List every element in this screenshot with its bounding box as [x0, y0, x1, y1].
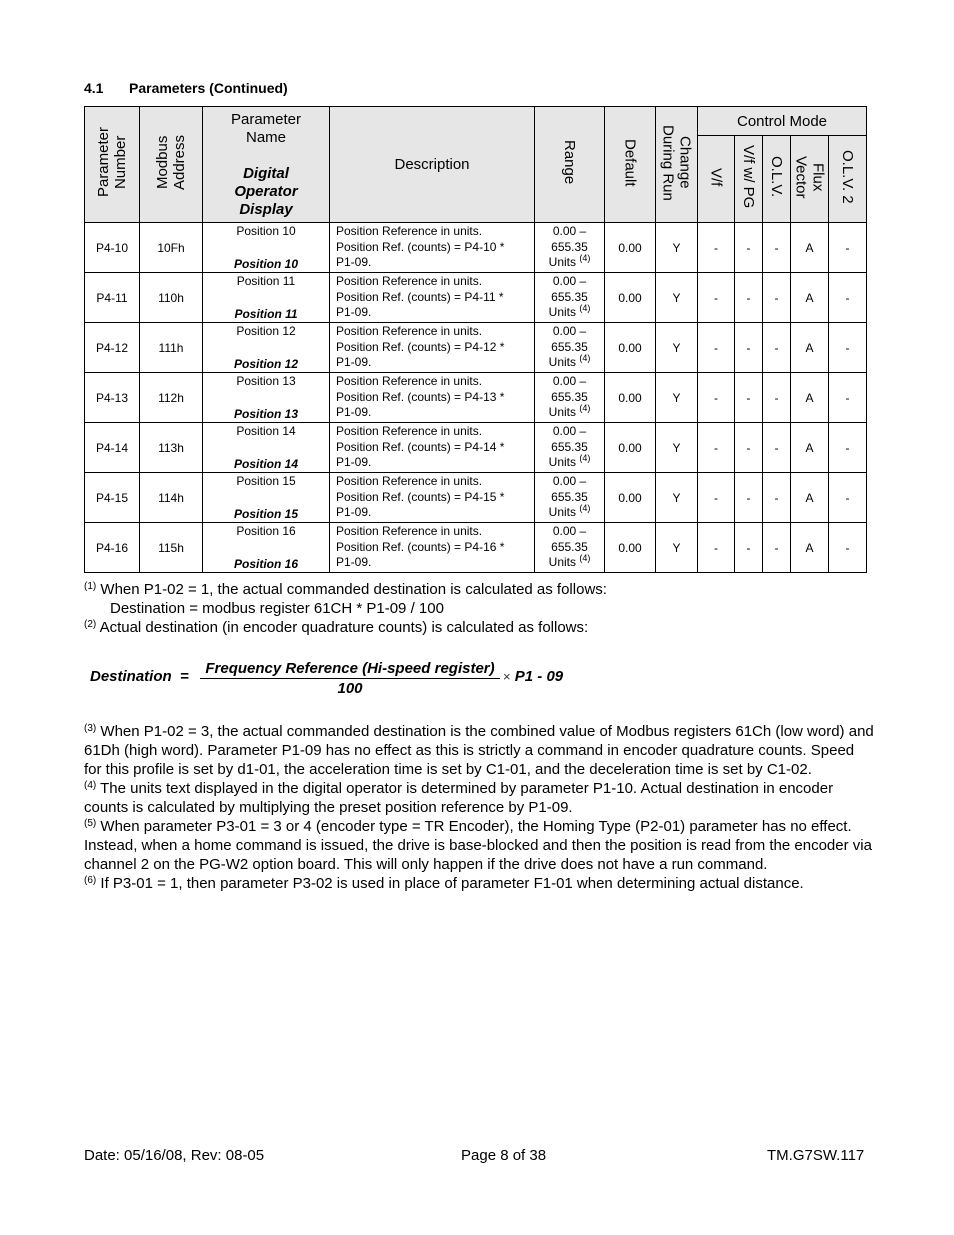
modbus-address: 113h: [140, 423, 203, 473]
description: Position Reference in units. Position Ref. (counts) = P4-16 * P1-09.: [330, 523, 535, 573]
param-number: P4-11: [85, 273, 140, 323]
formula-fraction: [200, 660, 500, 697]
table-row: [85, 273, 867, 323]
default-value: 0.00: [605, 223, 656, 273]
header-modbus-address: Modbus Address: [140, 107, 203, 223]
default-value: 0.00: [605, 423, 656, 473]
range-footnote-ref: (4): [579, 503, 591, 514]
parameter-name-cell: [203, 373, 330, 423]
header-control-mode: Control Mode: [698, 107, 867, 136]
mode-olv: -: [763, 423, 791, 473]
change-during-run: Y: [656, 423, 698, 473]
mode-flux-vector: A: [791, 223, 829, 273]
description: Position Reference in units. Position Ref. (counts) = P4-10 * P1-09.: [330, 223, 535, 273]
table-row: [85, 523, 867, 573]
modbus-address: 114h: [140, 473, 203, 523]
default-value: 0.00: [605, 373, 656, 423]
mode-flux-vector: A: [791, 523, 829, 573]
range: 0.00 – 655.35 Units $^{(4)}$: [535, 523, 605, 573]
param-number: P4-10: [85, 223, 140, 273]
modbus-address: 111h: [140, 323, 203, 373]
parameters-table: [84, 106, 867, 573]
digital-operator-display: Position 12: [233, 357, 298, 371]
mode-vf: -: [698, 323, 735, 373]
range: 0.00 – 655.35 Units $^{(4)}$: [535, 373, 605, 423]
parameter-name-cell: [203, 273, 330, 323]
mode-olv: -: [763, 223, 791, 273]
change-during-run: Y: [656, 273, 698, 323]
table-row: [85, 223, 867, 273]
range-footnote-ref: (4): [579, 253, 591, 264]
digital-operator-display: Position 13: [233, 407, 298, 421]
param-number: P4-13: [85, 373, 140, 423]
modbus-address: 112h: [140, 373, 203, 423]
param-number: P4-16: [85, 523, 140, 573]
range: 0.00 – 655.35 Units $^{(4)}$: [535, 223, 605, 273]
parameter-name: Position 14: [236, 424, 296, 438]
default-value: 0.00: [605, 523, 656, 573]
footnotes-block-2: [84, 722, 874, 893]
mode-vf-pg: -: [735, 323, 763, 373]
table-row: [85, 373, 867, 423]
range-footnote-ref: (4): [579, 553, 591, 564]
parameter-name-cell: [203, 473, 330, 523]
mode-vf: -: [698, 423, 735, 473]
modbus-address: 110h: [140, 273, 203, 323]
description: Position Reference in units. Position Ref. (counts) = P4-15 * P1-09.: [330, 473, 535, 523]
parameter-name-cell: [203, 223, 330, 273]
header-parameter-number: Parameter Number: [85, 107, 140, 223]
footnote-6: $^{(6)}$ If P3-01 = 1, then parameter P3-02 is used in place of parameter F1-01 when determining actual distance.: [84, 875, 804, 892]
header-change-during-run: Change During Run: [656, 107, 698, 223]
header-mode-olv2: O.L.V. 2: [829, 136, 867, 223]
change-during-run: Y: [656, 523, 698, 573]
mode-olv: -: [763, 373, 791, 423]
parameter-name-cell: [203, 523, 330, 573]
footnote-1: $^{(1)}$ When P1-02 = 1, the actual commanded destination is calculated as follows:: [84, 581, 607, 598]
change-during-run: Y: [656, 473, 698, 523]
mode-olv: -: [763, 473, 791, 523]
range-footnote-ref: (4): [579, 453, 591, 464]
footnote-3: $^{(3)}$ When P1-02 = 3, the actual commanded destination is the combined value of Modbus registers 61Ch (low word) and 61Dh (high word). Parameter P1-09 has no effect as this is strictly a command in encoder quadrature counts. Speed for this profile is set by d1-01, the acceleration time is set by C1-01, and the deceleration time is set by C1-02.: [84, 723, 874, 778]
footnote-5: $^{(5)}$ When parameter P3-01 = 3 or 4 (encoder type = TR Encoder), the Homing Type (P2-01) parameter has no effect. Instead, when a home command is issued, the drive is base-blocked and then the position is read from the encoder via channel 2 on the PG-W2 option board. This will only happen if the drive does not have a run command.: [84, 818, 872, 873]
footnote-2: $^{(2)}$ Actual destination (in encoder quadrature counts) is calculated as follows:: [84, 619, 589, 636]
parameter-name: Position 10: [236, 224, 296, 238]
footer-document-id: TM.G7SW.117: [767, 1147, 865, 1164]
parameter-name: Position 12: [236, 324, 296, 338]
footer-date: Date: 05/16/08, Rev: 08-05: [84, 1147, 265, 1164]
header-mode-vf-pg: V/f w/ PG: [735, 136, 763, 223]
header-mode-flux-vector: Flux Vector: [791, 136, 829, 223]
mode-vf: -: [698, 373, 735, 423]
param-number: P4-12: [85, 323, 140, 373]
mode-olv: -: [763, 273, 791, 323]
default-value: 0.00: [605, 273, 656, 323]
range-footnote-ref: (4): [579, 303, 591, 314]
formula-denominator: 100: [337, 680, 363, 697]
mode-vf: -: [698, 223, 735, 273]
digital-operator-display: Position 16: [233, 557, 298, 571]
mode-olv: -: [763, 323, 791, 373]
mode-flux-vector: A: [791, 473, 829, 523]
mode-flux-vector: A: [791, 373, 829, 423]
section-number: 4.1: [84, 80, 104, 96]
table-row: [85, 423, 867, 473]
parameter-name: Position 15: [236, 474, 296, 488]
mode-vf-pg: -: [735, 373, 763, 423]
range: 0.00 – 655.35 Units $^{(4)}$: [535, 473, 605, 523]
default-value: 0.00: [605, 323, 656, 373]
mode-vf-pg: -: [735, 423, 763, 473]
change-during-run: Y: [656, 373, 698, 423]
mode-flux-vector: A: [791, 273, 829, 323]
mode-olv2: -: [829, 223, 867, 273]
range-footnote-ref: (4): [579, 403, 591, 414]
mode-olv2: -: [829, 473, 867, 523]
change-during-run: Y: [656, 223, 698, 273]
section-title: [84, 80, 288, 96]
header-parameter-name-label: Parameter Name: [230, 110, 302, 146]
header-description: Description: [330, 107, 535, 223]
mode-vf-pg: -: [735, 523, 763, 573]
parameter-name: Position 11: [236, 274, 296, 288]
mode-vf: -: [698, 273, 735, 323]
change-during-run: Y: [656, 323, 698, 373]
header-range: Range: [535, 107, 605, 223]
footer-page-number: Page 8 of 38: [461, 1147, 547, 1164]
footnote-1-formula: Destination = modbus register 61CH * P1-09 / 100: [110, 600, 444, 617]
modbus-address: 115h: [140, 523, 203, 573]
modbus-address: 10Fh: [140, 223, 203, 273]
mode-vf-pg: -: [735, 273, 763, 323]
mode-flux-vector: A: [791, 323, 829, 373]
mode-olv: -: [763, 523, 791, 573]
mode-olv2: -: [829, 423, 867, 473]
digital-operator-display: Position 14: [233, 457, 298, 471]
param-number: P4-15: [85, 473, 140, 523]
mode-olv2: -: [829, 323, 867, 373]
range: 0.00 – 655.35 Units $^{(4)}$: [535, 323, 605, 373]
header-mode-olv: O.L.V.: [763, 136, 791, 223]
description: Position Reference in units. Position Ref. (counts) = P4-11 * P1-09.: [330, 273, 535, 323]
mode-vf-pg: -: [735, 223, 763, 273]
parameter-name-cell: [203, 423, 330, 473]
mode-vf: -: [698, 523, 735, 573]
digital-operator-display: Position 10: [233, 257, 298, 271]
mode-olv2: -: [829, 523, 867, 573]
default-value: 0.00: [605, 473, 656, 523]
table-row: [85, 323, 867, 373]
param-number: P4-14: [85, 423, 140, 473]
description: Position Reference in units. Position Ref. (counts) = P4-14 * P1-09.: [330, 423, 535, 473]
range-footnote-ref: (4): [579, 353, 591, 364]
section-heading: Parameters (Continued): [129, 80, 288, 96]
formula-lhs: Destination =: [90, 668, 189, 685]
table-row: [85, 473, 867, 523]
mode-olv2: -: [829, 273, 867, 323]
mode-olv2: -: [829, 373, 867, 423]
header-parameter-name: [203, 107, 330, 223]
parameter-name-cell: [203, 323, 330, 373]
description: Position Reference in units. Position Ref. (counts) = P4-12 * P1-09.: [330, 323, 535, 373]
digital-operator-display: Position 11: [234, 307, 298, 321]
mode-vf: -: [698, 473, 735, 523]
digital-operator-display: Position 15: [233, 507, 298, 521]
parameter-name: Position 16: [236, 524, 296, 538]
range: 0.00 – 655.35 Units $^{(4)}$: [535, 423, 605, 473]
mode-vf-pg: -: [735, 473, 763, 523]
range: 0.00 – 655.35 Units $^{(4)}$: [535, 273, 605, 323]
formula-numerator: Frequency Reference (Hi-speed register): [200, 660, 500, 679]
mode-flux-vector: A: [791, 423, 829, 473]
formula-rhs: × P1 - 09: [503, 668, 564, 685]
header-default: Default: [605, 107, 656, 223]
header-digital-display: Digital Operator Display: [234, 164, 298, 218]
footnotes-block-1: [84, 580, 874, 637]
header-mode-vf: V/f: [698, 136, 735, 223]
parameter-name: Position 13: [236, 374, 296, 388]
description: Position Reference in units. Position Ref. (counts) = P4-13 * P1-09.: [330, 373, 535, 423]
footnote-4: $^{(4)}$ The units text displayed in the digital operator is determined by parameter P1-10. Actual destination in encoder counts is calculated by multiplying the preset position reference by P1-09.: [84, 780, 834, 816]
